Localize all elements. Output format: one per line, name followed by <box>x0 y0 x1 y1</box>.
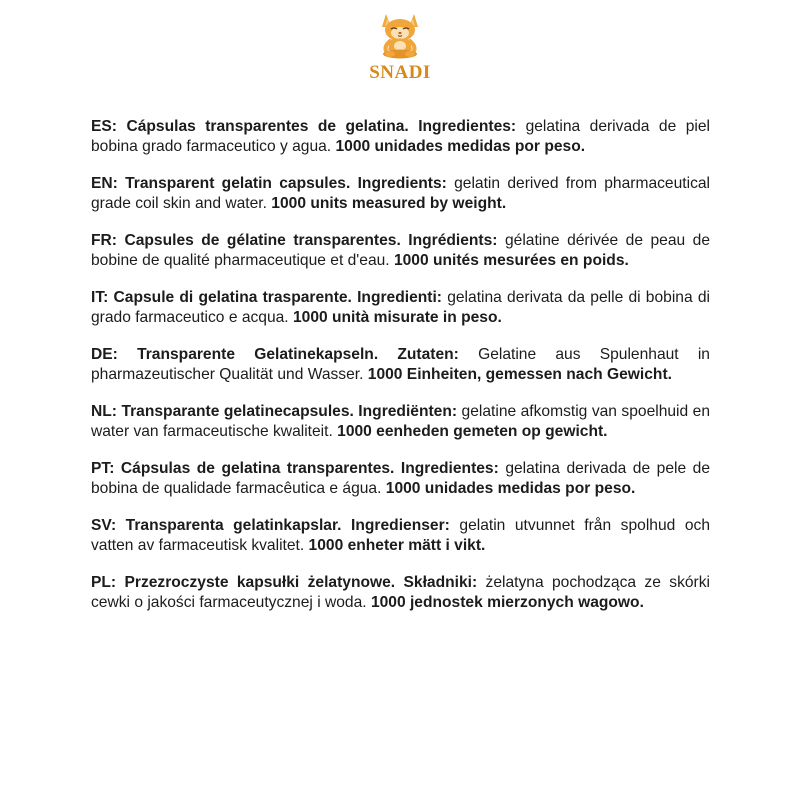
heading-it: IT: Capsule di gelatina trasparente. Ingredienti: <box>91 289 442 306</box>
paragraph-it <box>91 288 710 327</box>
quantity-pt: 1000 unidades medidas por peso. <box>385 479 636 497</box>
paragraph-pt <box>91 459 710 498</box>
paragraph-nl <box>91 402 710 441</box>
paragraph-de <box>91 345 710 384</box>
body-fr: gélatine dérivée de peau de bobine de qualité pharmaceutique et d'eau. <box>91 232 710 269</box>
heading-es: ES: Cápsulas transparentes de gelatina. Ingredientes: <box>91 118 517 135</box>
heading-fr: FR: Capsules de gélatine transparentes. Ingrédients: <box>91 232 498 249</box>
quantity-nl: 1000 eenheden gemeten op gewicht. <box>337 422 608 440</box>
quantity-es: 1000 unidades medidas por peso. <box>335 137 586 155</box>
brand-logo <box>0 10 800 84</box>
quantity-it: 1000 unità misurate in peso. <box>292 308 502 326</box>
body-pt: gelatina derivada de pele de bobina de qualidade farmacêutica e água. <box>91 460 711 497</box>
body-nl: gelatine afkomstig van spoelhuid en water van farmaceutische kwaliteit. <box>91 403 710 440</box>
heading-en: EN: Transparent gelatin capsules. Ingredients: <box>91 175 447 192</box>
heading-pt: PT: Cápsulas de gelatina transparentes. Ingredientes: <box>91 460 499 477</box>
paragraph-en <box>91 174 710 213</box>
body-en: gelatin derived from pharmaceutical grade coil skin and water. <box>91 175 710 212</box>
heading-sv: SV: Transparenta gelatinkapslar. Ingredienser: <box>91 517 450 534</box>
quantity-de: 1000 Einheiten, gemessen nach Gewicht. <box>367 365 672 383</box>
body-de: Gelatine aus Spulenhaut in pharmazeutischer Qualität und Wasser. <box>91 346 710 383</box>
paragraph-pl <box>91 573 710 612</box>
body-it: gelatina derivata da pelle di bobina di grado farmaceutico e acqua. <box>91 289 710 326</box>
heading-pl: PL: Przezroczyste kapsułki żelatynowe. Składniki: <box>91 574 478 591</box>
quantity-en: 1000 units measured by weight. <box>271 194 507 212</box>
body-es: gelatina derivada de piel bobina grado farmaceutico y agua. <box>91 118 710 155</box>
quantity-pl: 1000 jednostek mierzonych wagowo. <box>370 593 644 611</box>
ingredients-text-block <box>91 117 710 630</box>
heading-de: DE: Transparente Gelatinekapseln. Zutaten: <box>91 346 459 363</box>
paragraph-es <box>91 117 710 156</box>
heading-nl: NL: Transparante gelatinecapsules. Ingrediënten: <box>91 403 458 420</box>
brand-name: SNADI <box>369 62 431 83</box>
body-sv: gelatin utvunnet från spolhud och vatten av farmaceutisk kvalitet. <box>91 517 710 554</box>
orange-cat-meditating-icon <box>376 10 424 60</box>
quantity-sv: 1000 enheter mätt i vikt. <box>308 536 486 554</box>
paragraph-sv <box>91 516 710 555</box>
body-pl: żelatyna pochodząca ze skórki cewki o jakości farmaceutycznej i woda. <box>91 574 710 611</box>
quantity-fr: 1000 unités mesurées en poids. <box>393 251 629 269</box>
paragraph-fr <box>91 231 710 270</box>
